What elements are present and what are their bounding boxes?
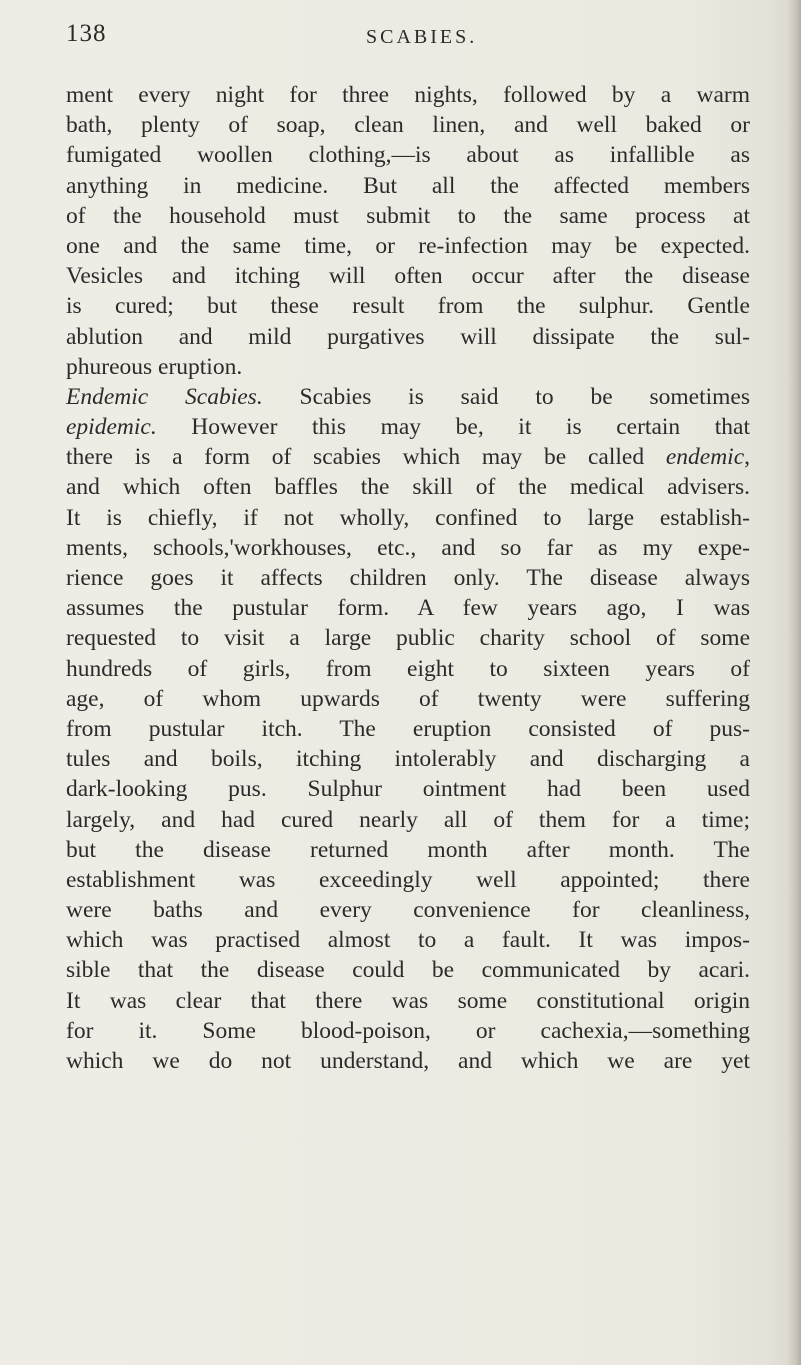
- text-line: of the household must submit to the same process at: [66, 202, 750, 229]
- running-head: SCABIES.: [366, 26, 478, 48]
- page-number: 138: [66, 20, 107, 47]
- text-line: tules and boils, itching intolerably and discharging a: [66, 746, 750, 773]
- text-line: It was clear that there was some constitutional origin: [66, 987, 750, 1014]
- text-line: assumes the pustular form. A few years ago, I was: [66, 595, 750, 622]
- text-line: establishment was exceedingly well appointed; there: [66, 866, 750, 893]
- text-line: [66, 412, 750, 442]
- body-text: [66, 80, 750, 1076]
- text-line: Vesicles and itching will often occur after the disease: [66, 263, 750, 290]
- emphasis-text: endemic: [665, 444, 745, 471]
- text-line: were baths and every convenience for cleanliness,: [66, 897, 750, 924]
- text-line: which we do not understand, and which we are yet: [66, 1048, 750, 1074]
- text-line: [66, 382, 750, 412]
- text-line: requested to visit a large public charity school of some: [66, 625, 750, 652]
- section-heading: Endemic Scabies.: [66, 383, 263, 410]
- text-line: ments, schools,'workhouses, etc., and so far as my expe-: [66, 534, 750, 561]
- text-run: there is a form of scabies which may be called: [66, 444, 666, 471]
- text-line: for it. Some blood-poison, or cachexia,—something: [66, 1017, 750, 1044]
- text-line: fumigated woollen clothing,—is about as infallible as: [66, 142, 750, 169]
- text-run: Scabies is said to be sometimes: [262, 383, 750, 410]
- text-line: ment every night for three nights, followed by a warm: [66, 82, 750, 108]
- text-line: It is chiefly, if not wholly, confined to large establish-: [66, 504, 750, 531]
- text-line: sible that the disease could be communicated by acari.: [66, 957, 750, 984]
- text-line: rience goes it affects children only. The disease always: [66, 565, 750, 591]
- text-line: anything in medicine. But all the affected members: [66, 172, 750, 199]
- emphasis-text: epidemic.: [66, 414, 157, 441]
- page-edge-shadow: [787, 0, 801, 1365]
- text-line: which was practised almost to a fault. It was impos-: [66, 927, 750, 954]
- text-line: one and the same time, or re-infection may be expected.: [66, 232, 750, 259]
- text-line: age, of whom upwards of twenty were suffering: [66, 685, 750, 712]
- page-header: [66, 18, 746, 58]
- text-line: hundreds of girls, from eight to sixteen years of: [66, 655, 750, 682]
- text-line: is cured; but these result from the sulphur. Gentle: [66, 293, 750, 320]
- text-line: bath, plenty of soap, clean linen, and well baked or: [66, 112, 750, 139]
- text-line: ablution and mild purgatives will dissipate the sul-: [66, 323, 750, 350]
- text-line: dark-looking pus. Sulphur ointment had been used: [66, 776, 750, 803]
- text-line: and which often baffles the skill of the medical advisers.: [66, 474, 750, 501]
- text-run: ,: [744, 444, 750, 471]
- text-line: phureous eruption.: [66, 353, 243, 380]
- text-run: However this may be, it is certain that: [156, 414, 750, 441]
- text-line: but the disease returned month after month. The: [66, 836, 750, 863]
- text-line: [66, 442, 750, 472]
- text-line: from pustular itch. The eruption consisted of pus-: [66, 715, 750, 742]
- text-line: largely, and had cured nearly all of them for a time;: [66, 806, 750, 833]
